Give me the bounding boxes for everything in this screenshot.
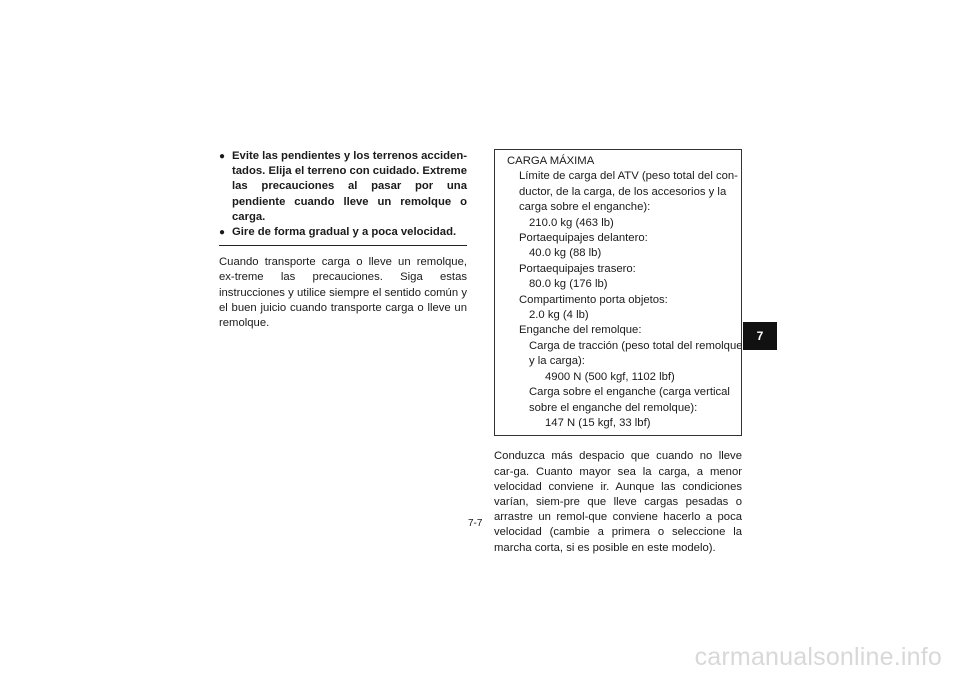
spec-sublabel: Carga sobre el enganche (carga vertical xyxy=(529,386,730,399)
spec-label: Compartimento porta objetos: xyxy=(519,293,668,306)
spec-sublabel: sobre el enganche del remolque): xyxy=(529,401,698,414)
bullet-icon: ● xyxy=(219,227,226,239)
warning-item xyxy=(219,225,467,240)
page-number: 7-7 xyxy=(468,518,483,529)
right-column xyxy=(494,149,742,556)
spec-sublabel: Carga de tracción (peso total del remolque xyxy=(529,339,743,352)
intro-paragraph: Cuando transporte carga o lleve un remolque, ex-treme las precauciones. Siga estas instrucciones y utilice siempre el sentido común y el buen juicio cuando transporte carga o lleve un remolque. xyxy=(219,256,467,330)
spec-value: 80.0 kg (176 lb) xyxy=(529,278,608,291)
spec-label: Portaequipajes delantero: xyxy=(519,232,648,245)
spec-label: Enganche del remolque: xyxy=(519,324,642,337)
spec-value: 2.0 kg (4 lb) xyxy=(529,309,589,322)
max-load-spec-box xyxy=(494,149,742,436)
spec-label: ductor, de la carga, de los accesorios y la xyxy=(519,185,727,198)
bullet-icon: ● xyxy=(219,151,226,162)
chapter-tab: 7 xyxy=(743,322,777,350)
left-column xyxy=(219,149,467,331)
spec-value: 40.0 kg (88 lb) xyxy=(529,247,602,260)
spec-label: Portaequipajes trasero: xyxy=(519,262,636,275)
section-divider xyxy=(219,245,467,246)
watermark: carmanualsonline.info xyxy=(694,643,942,671)
spec-title: CARGA MÁXIMA xyxy=(507,155,595,167)
spec-label: carga sobre el enganche): xyxy=(519,201,651,214)
spec-label: Límite de carga del ATV (peso total del con- xyxy=(519,170,738,183)
spec-sublabel: y la carga): xyxy=(529,355,585,368)
spec-value: 210.0 kg (463 lb) xyxy=(529,216,614,229)
warning-text: Gire de forma gradual y a poca velocidad. xyxy=(232,226,457,239)
warning-item xyxy=(219,149,467,225)
warning-text: Evite las pendientes y los terrenos acciden-tados. Elija el terreno con cuidado. Extreme las precauciones al pasar por una pendiente cuando lleve un remolque o carga. xyxy=(232,150,467,223)
spec-value: 4900 N (500 kgf, 1102 lbf) xyxy=(545,370,675,383)
speed-paragraph: Conduzca más despacio que cuando no lleve car-ga. Cuanto mayor sea la carga, a menor velocidad conviene ir. Aunque las condiciones varían, siem-pre que lleve cargas pesadas o arrastre un remol-que conviene hacerlo a poca velocidad (cambie a primera o seleccione la marcha corta, si es posible en este modelo). xyxy=(494,450,742,554)
spec-value: 147 N (15 kgf, 33 lbf) xyxy=(545,416,651,429)
